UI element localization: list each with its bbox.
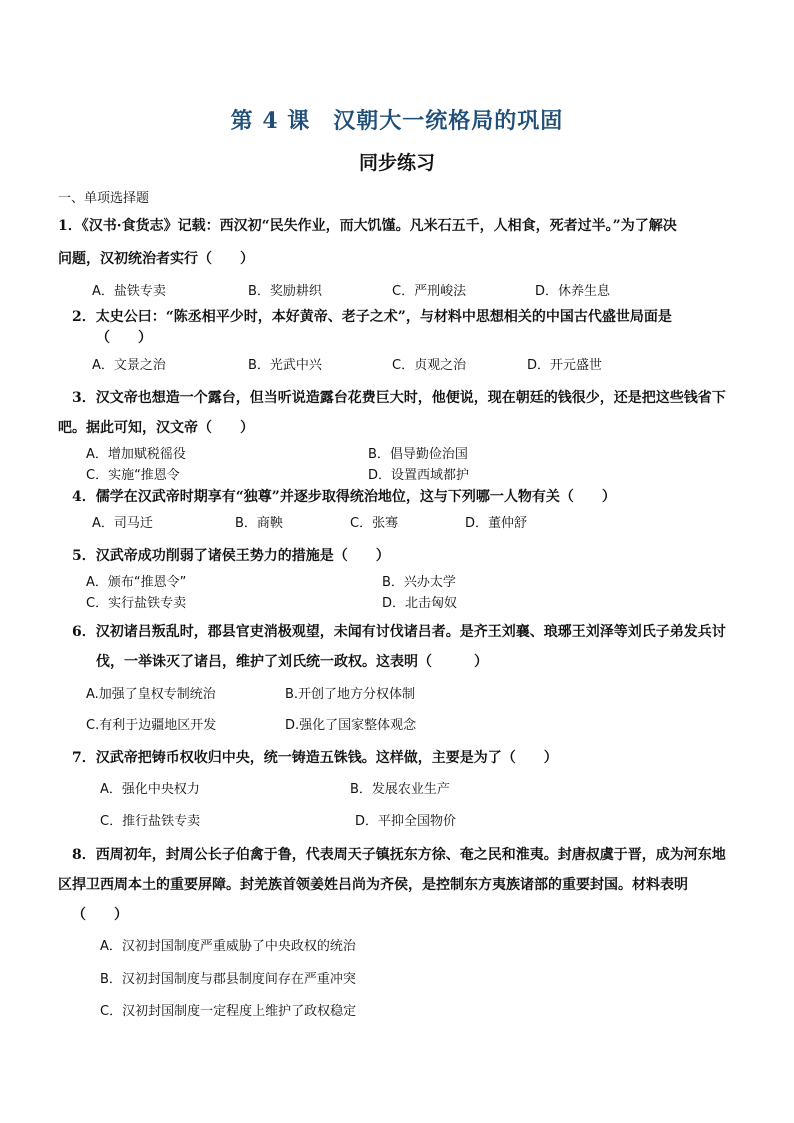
question-8-stem-line-2: 区捍卫西周本土的重要屏障。封羌族首领姜姓吕尚为齐侯，是控制东方夷族诸部的重要封国。材料表明 — [58, 877, 688, 893]
question-4-option-d: D．董仲舒 — [465, 516, 528, 531]
question-6-stem-line-2: 伐，一举诛灭了诸吕，维护了刘氏统一政权。这表明（ ） — [96, 654, 488, 670]
question-3-option-a: A．增加赋税徭役 — [86, 447, 186, 462]
question-3-option-b: B．倡导勤俭治国 — [368, 447, 468, 462]
question-7-stem: 7．汉武帝把铸币权收归中央，统一铸造五铢钱。这样做，主要是为了（ ） — [72, 750, 558, 766]
question-7-option-a: A．强化中央权力 — [100, 782, 200, 797]
question-6-option-c: C.有利于边疆地区开发 — [86, 718, 217, 733]
question-3-option-c: C．实施“推恩令 — [86, 468, 180, 483]
question-6-option-b: B.开创了地方分权体制 — [285, 687, 416, 702]
page-title: 第 4 课 汉朝大一统格局的巩固 — [230, 108, 564, 134]
question-8-stem-line-3: （ ） — [72, 907, 128, 923]
question-7-option-c: C．推行盐铁专卖 — [100, 814, 201, 829]
question-5-option-a: A．颁布“推恩令” — [86, 575, 187, 590]
question-4-stem: 4．儒学在汉武帝时期享有“独尊”并逐步取得统治地位，这与下列哪一人物有关（ ） — [72, 489, 616, 505]
question-8-stem-line-1: 8．西周初年，封周公长子伯禽于鲁，代表周天子镇抚东方徐、奄之民和淮夷。封唐叔虞于晋，成为河东地 — [72, 847, 726, 863]
question-6-stem-line-1: 6．汉初诸吕叛乱时，郡县官吏消极观望，未闻有讨伐诸吕者。是齐王刘襄、琅琊王刘泽等刘氏子弟发兵讨 — [72, 624, 726, 640]
question-8-option-b: B．汉初封国制度与郡县制度间存在严重冲突 — [100, 972, 356, 987]
question-2-stem-line-2: （ ） — [96, 330, 152, 346]
question-5-stem: 5．汉武帝成功削弱了诸侯王势力的措施是（ ） — [72, 548, 390, 564]
question-2-option-a: A．文景之治 — [92, 358, 166, 373]
question-7-option-b: B．发展农业生产 — [350, 782, 450, 797]
question-2-option-b: B．光武中兴 — [248, 358, 322, 373]
question-3-stem-line-2: 吧。据此可知，汉文帝（ ） — [58, 420, 254, 436]
question-4-option-c: C．张骞 — [350, 516, 399, 531]
question-3-stem-line-1: 3．汉文帝也想造一个露台，但当听说造露台花费巨大时，他便说，现在朝廷的钱很少，还是把这些钱省下 — [72, 390, 726, 406]
question-2-option-c: C．贞观之治 — [392, 358, 467, 373]
question-8-option-c: C．汉初封国制度一定程度上维护了政权稳定 — [100, 1004, 357, 1019]
question-3-option-d: D．设置西域都护 — [368, 468, 470, 483]
question-5-option-c: C．实行盐铁专卖 — [86, 596, 187, 611]
question-6-option-a: A.加强了皇权专制统治 — [86, 687, 216, 702]
question-7-option-d: D．平抑全国物价 — [355, 814, 457, 829]
question-5-option-b: B．兴办太学 — [382, 575, 456, 590]
question-1-option-b: B．奖励耕织 — [248, 284, 322, 299]
question-8-option-a: A．汉初封国制度严重威胁了中央政权的统治 — [100, 939, 356, 954]
section-heading: 一、单项选择题 — [58, 191, 150, 206]
question-1-stem-line-2: 问题，汉初统治者实行（ ） — [58, 251, 254, 267]
question-1-option-c: C．严刑峻法 — [392, 284, 467, 299]
question-5-option-d: D．北击匈奴 — [382, 596, 458, 611]
question-4-option-b: B．商鞅 — [235, 516, 283, 531]
question-1-option-a: A．盐铁专卖 — [92, 284, 166, 299]
question-2-stem-line-1: 2．太史公曰：“陈丞相平少时，本好黄帝、老子之术”，与材料中思想相关的中国古代盛世局面是 — [72, 309, 672, 325]
page-subtitle: 同步练习 — [358, 152, 435, 174]
question-1-option-d: D．休养生息 — [535, 284, 611, 299]
question-6-option-d: D.强化了国家整体观念 — [285, 718, 417, 733]
question-4-option-a: A．司马迁 — [92, 516, 153, 531]
question-2-option-d: D．开元盛世 — [527, 358, 603, 373]
question-1-stem-line-1: 1．《汉书·食货志》记载：西汉初“民失作业，而大饥馑。凡米石五千，人相食，死者过半。”为了解决 — [58, 218, 677, 234]
